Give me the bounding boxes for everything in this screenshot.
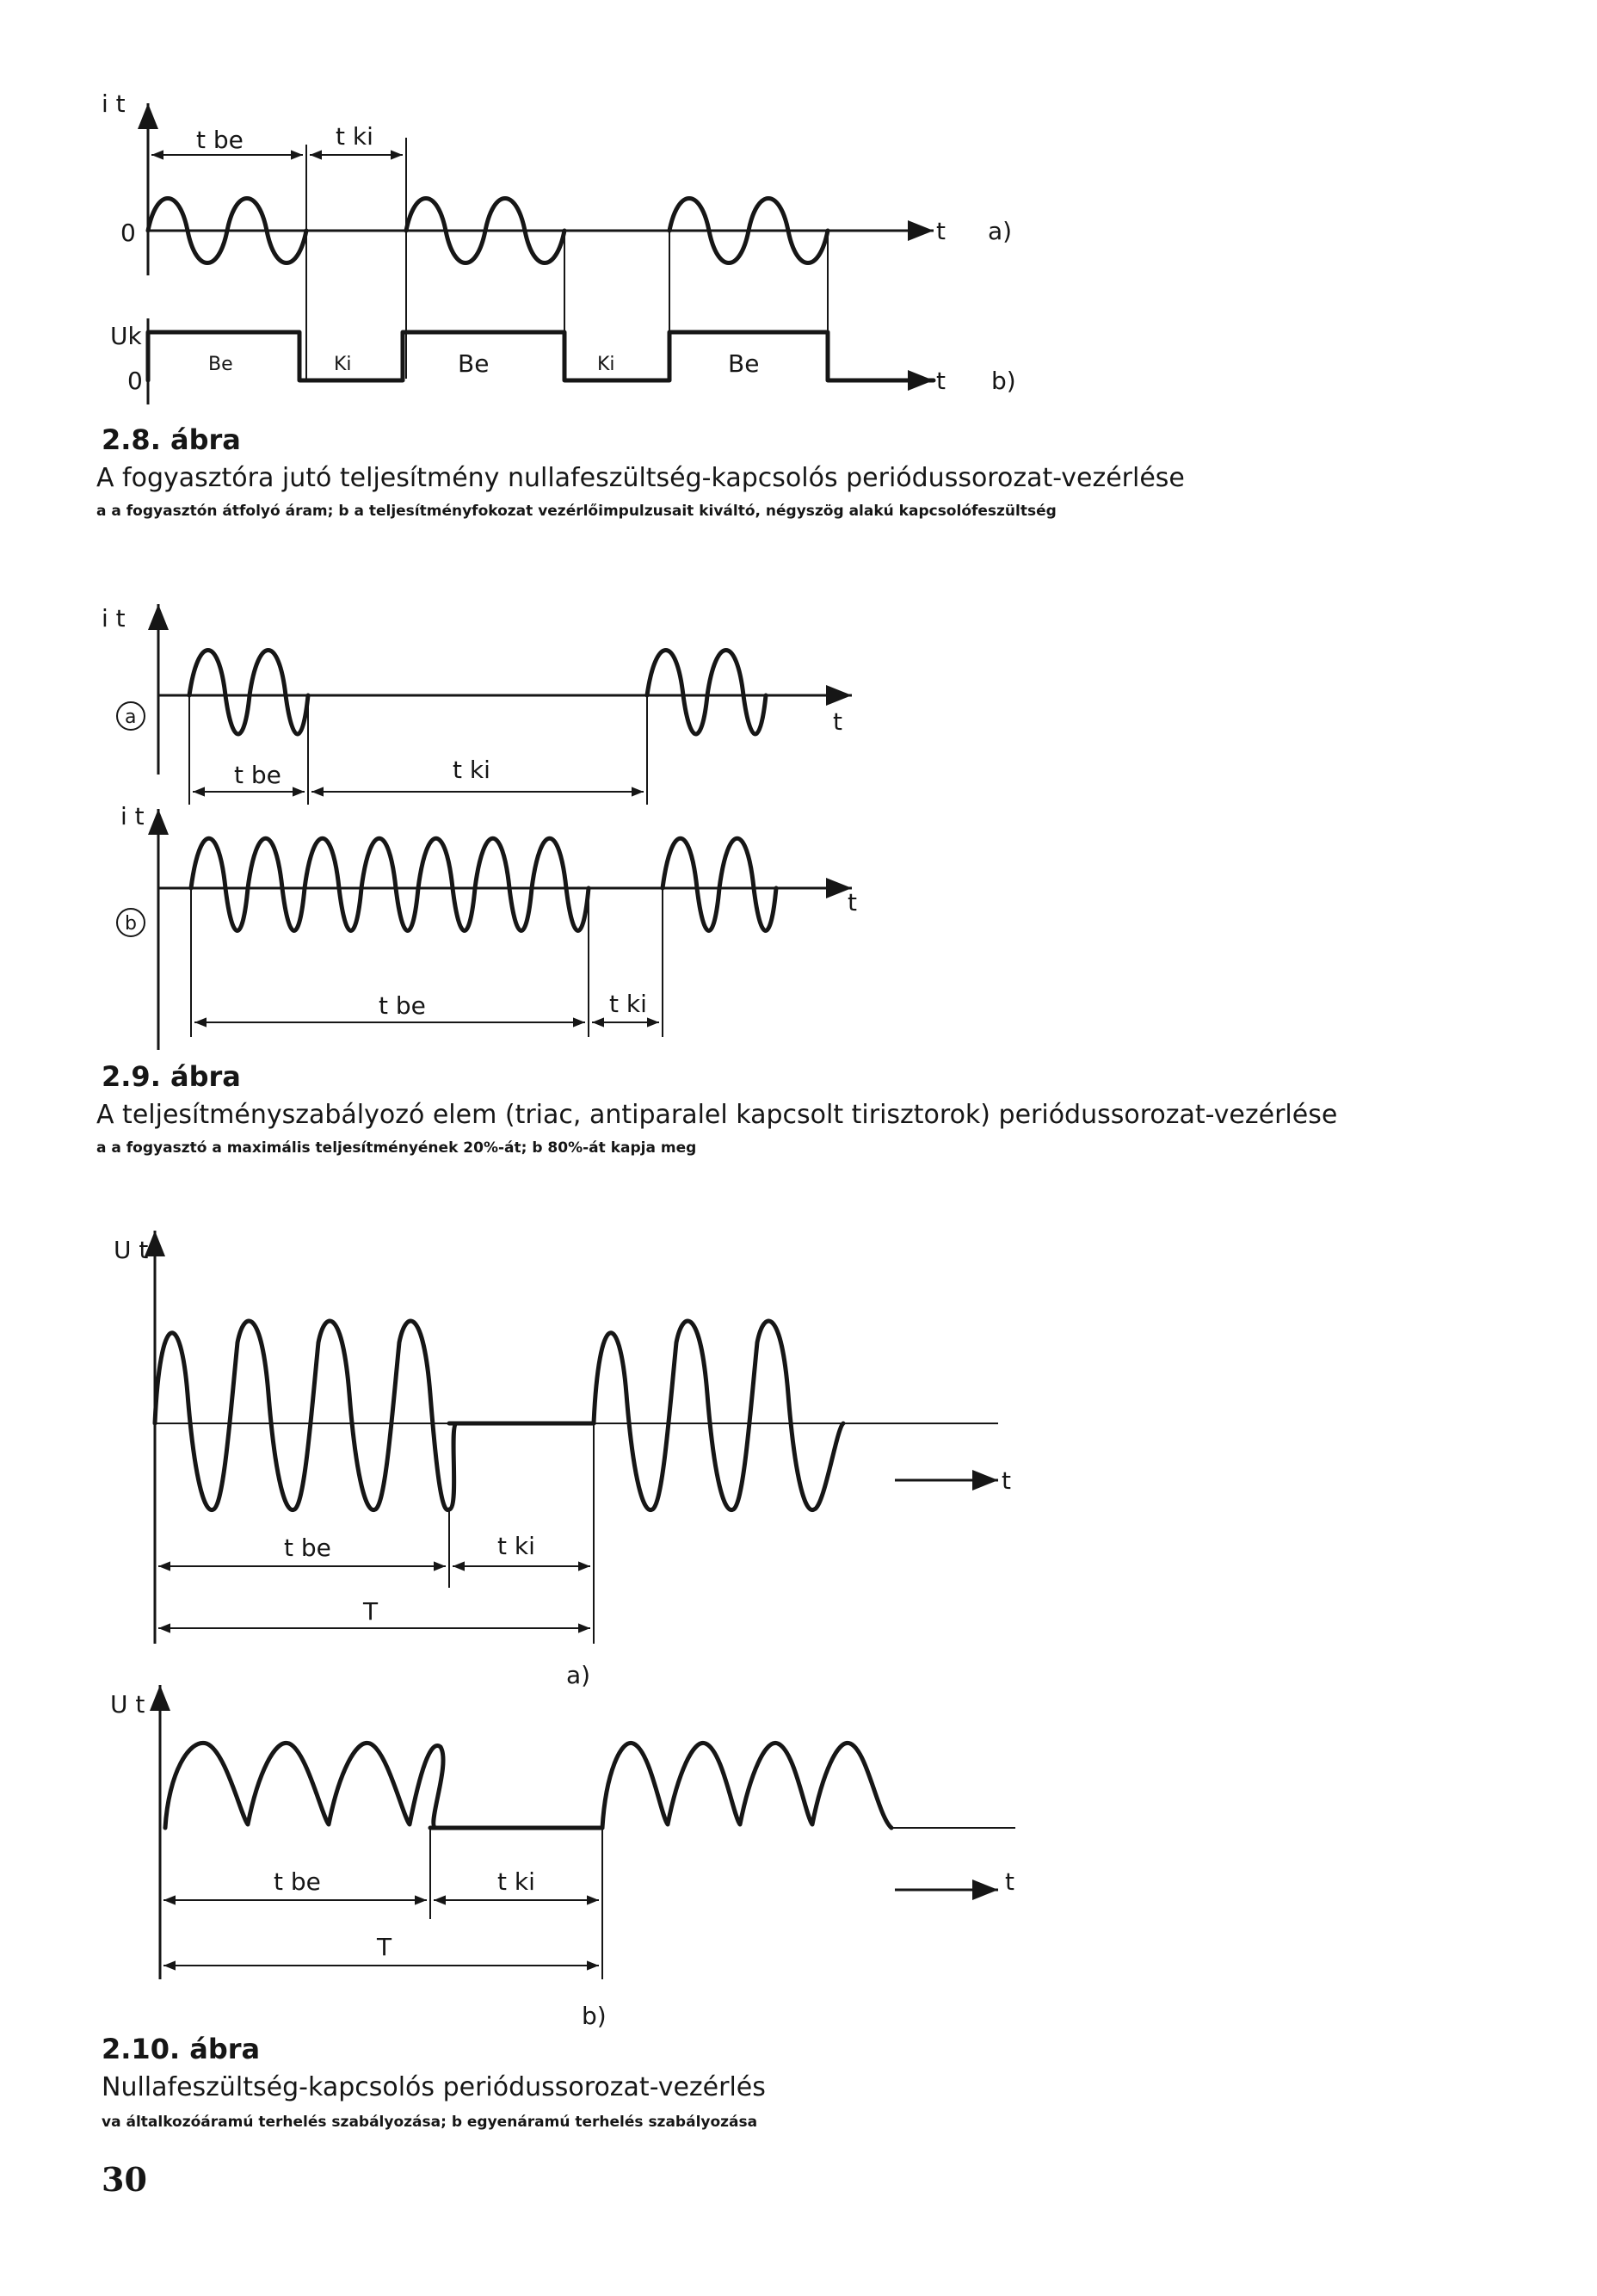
- fig210-tbe-label-b: t be: [274, 1867, 321, 1896]
- fig210-u-label-b: U t: [110, 1690, 145, 1719]
- fig29-i-label-a: i t: [102, 604, 126, 633]
- fig210-part-b: b): [582, 2002, 607, 2030]
- fig210-burst-a-1: [155, 1321, 456, 1510]
- fig210-t-label-b: t: [1005, 1867, 1014, 1896]
- fig210-tbe-label-a: t be: [284, 1534, 331, 1562]
- fig29-t-label-b: t: [848, 888, 857, 917]
- fig28-i-axis-label: i t: [102, 89, 126, 118]
- fig210-t-label-a: t: [1002, 1466, 1011, 1495]
- fig210-number: 2.10. ábra: [102, 2033, 261, 2065]
- fig210-part-a: a): [566, 1661, 591, 1689]
- fig28-zero-b: 0: [127, 367, 143, 395]
- fig29-tki-label-b: t ki: [609, 990, 647, 1018]
- fig210-T-label-b: T: [377, 1933, 392, 1961]
- page-number: 30: [102, 2160, 147, 2199]
- fig210-tki-label-a: t ki: [497, 1532, 535, 1560]
- fig28-uk-label: Uk: [110, 322, 142, 350]
- fig210-subtitle: va általkozóáramú terhelés szabályozása; b egyenáramú terhelés szabályozása: [102, 2114, 758, 2131]
- fig28-part-b: b): [991, 367, 1016, 395]
- fig210-title: Nullafeszültség-kapcsolós periódussorozat-vezérlés: [102, 2072, 766, 2102]
- fig28-ki-2: Ki: [597, 354, 615, 375]
- fig29-tbe-label-b: t be: [379, 991, 426, 1020]
- fig28-number: 2.8. ábra: [102, 423, 241, 456]
- fig28-zero-a: 0: [120, 219, 136, 247]
- fig28-subtitle: a a fogyasztón átfolyó áram; b a teljesítményfokozat vezérlőimpulzusait kiváltó, négyszög alakú kapcsolófeszültség: [96, 503, 1057, 520]
- fig28-part-a: a): [988, 217, 1013, 245]
- fig29-tbe-label-a: t be: [234, 761, 281, 789]
- fig28-be-3: Be: [728, 349, 760, 378]
- fig210-u-label-a: U t: [114, 1236, 149, 1264]
- fig29-t-label-a: t: [833, 707, 842, 736]
- fig29-subtitle: a a fogyasztó a maximális teljesítményének 20%-át; b 80%-át kapja meg: [96, 1139, 697, 1157]
- svg-text:a: a: [125, 707, 137, 728]
- fig28-ki-1: Ki: [334, 354, 352, 375]
- fig28-tki-label: t ki: [336, 122, 373, 151]
- fig29-title: A teljesítményszabályozó elem (triac, antiparalel kapcsolt tirisztorok) periódussorozat-vezérlése: [96, 1100, 1338, 1130]
- fig210-burst-a-2: [594, 1321, 843, 1510]
- fig28-t-label-a: t: [936, 217, 946, 245]
- fig210-tki-label-b: t ki: [497, 1867, 535, 1896]
- svg-text:b: b: [125, 913, 137, 935]
- fig28-tbe-label: t be: [196, 126, 244, 154]
- fig29-i-label-b: i t: [120, 802, 145, 830]
- fig28-be-2: Be: [458, 349, 490, 378]
- fig29-tki-label-a: t ki: [453, 756, 490, 784]
- fig29-number: 2.9. ábra: [102, 1060, 241, 1093]
- fig210-T-label-a: T: [363, 1597, 379, 1626]
- fig28-t-label-b: t: [936, 367, 946, 395]
- fig210-burst-b-2: [602, 1743, 891, 1828]
- fig28-be-1: Be: [208, 354, 233, 375]
- fig28-title: A fogyasztóra jutó teljesítmény nullafeszültség-kapcsolós periódussorozat-vezérlése: [96, 463, 1185, 493]
- fig210-burst-b-1: [165, 1743, 443, 1828]
